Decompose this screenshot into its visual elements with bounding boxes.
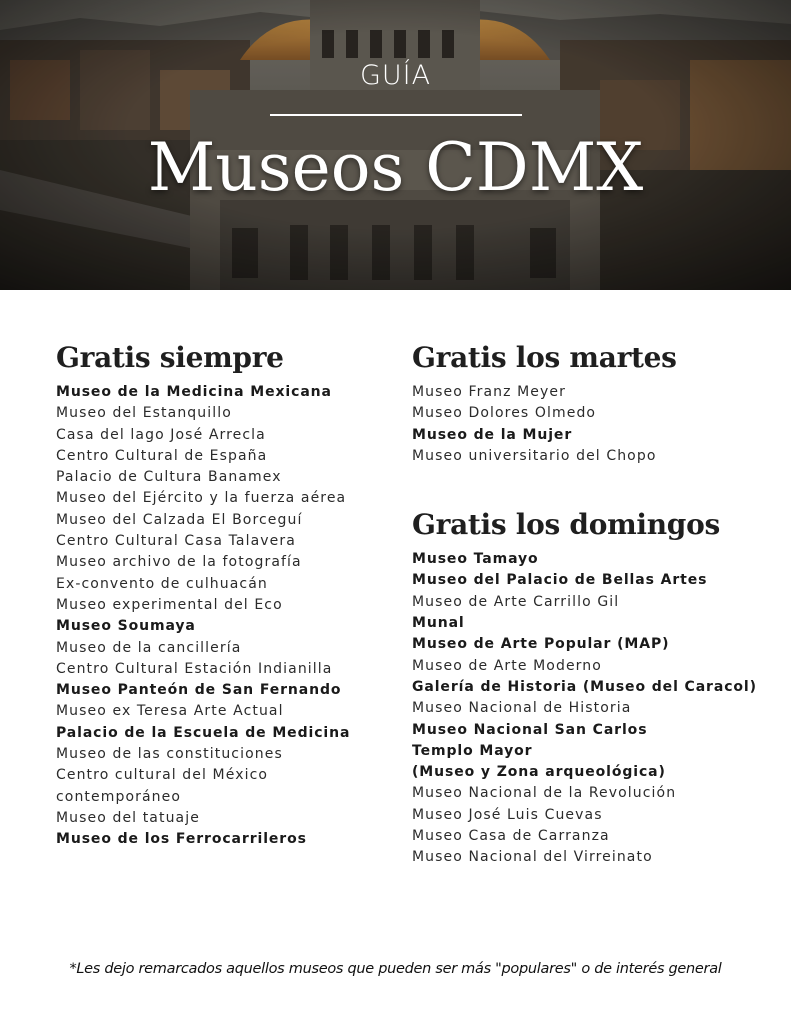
museum-item: Museo del Ejército y la fuerza aérea — [56, 490, 347, 507]
museum-item: Museo Franz Meyer — [412, 384, 566, 400]
column-left — [56, 340, 386, 851]
section-gratis-domingos — [412, 507, 772, 868]
museum-item: Museo universitario del Chopo — [412, 447, 657, 464]
museum-list — [56, 382, 386, 851]
museum-item: Casa del lago José Arrecla — [56, 426, 266, 443]
museum-item: Centro cultural del México — [56, 767, 269, 784]
title-divider — [270, 114, 522, 116]
museum-item: Museo de la Mujer — [412, 426, 573, 443]
museum-item: Museo del tatuaje — [56, 809, 200, 826]
museum-item: Museo de la Medicina Mexicana — [56, 384, 332, 400]
museum-item: Museo de Arte Moderno — [412, 657, 602, 674]
museum-item: contemporáneo — [56, 788, 182, 805]
museum-item: Palacio de Cultura Banamex — [56, 469, 282, 486]
museum-item: Centro Cultural de España — [56, 447, 268, 464]
museum-item: Munal — [412, 615, 465, 632]
museum-item: Museo Panteón de San Fernando — [56, 682, 342, 699]
museum-item: Centro Cultural Casa Talavera — [56, 533, 296, 550]
museum-item: Ex-convento de culhuacán — [56, 575, 268, 592]
museum-item: Museo Nacional de Historia — [412, 700, 632, 717]
section-heading: Gratis los domingos — [412, 508, 720, 542]
museum-list — [412, 549, 772, 868]
section-heading: Gratis los martes — [412, 341, 677, 374]
museum-item: Templo Mayor — [412, 742, 533, 759]
museum-item: Museo de las constituciones — [56, 746, 283, 763]
museum-item: Museo Tamayo — [412, 551, 539, 568]
museum-item: Museo ex Teresa Arte Actual — [56, 703, 284, 720]
museum-item: Palacio de la Escuela de Medicina — [56, 724, 351, 741]
footnote: *Les dejo remarcados aquellos museos que pueden ser más "populares" o de interés general — [69, 961, 722, 977]
hero-banner — [0, 0, 791, 290]
museum-item: Museo del Calzada El Borceguí — [56, 511, 303, 528]
museum-item: Museo de la cancillería — [56, 639, 242, 656]
museum-item: Museo del Estanquillo — [56, 405, 232, 422]
museum-item: Museo experimental del Eco — [56, 596, 283, 613]
museum-item: Museo Nacional San Carlos — [412, 721, 648, 738]
section-gratis-martes — [412, 340, 772, 467]
museum-item: Museo Soumaya — [56, 618, 196, 635]
museum-list — [412, 382, 772, 467]
museum-item: Museo de Arte Carrillo Gil — [412, 593, 620, 610]
museum-item: Museo José Luis Cuevas — [412, 806, 603, 823]
museum-item: Museo Casa de Carranza — [412, 828, 610, 845]
section-gratis-siempre — [56, 340, 386, 851]
museum-item: Museo archivo de la fotografía — [56, 554, 302, 571]
guide-kicker: GUÍA — [359, 60, 432, 91]
museum-item: Museo Nacional de la Revolución — [412, 785, 677, 802]
museum-item: (Museo y Zona arqueológica) — [412, 764, 666, 781]
column-right — [412, 340, 772, 869]
museum-item: Museo Nacional del Virreinato — [412, 849, 653, 866]
museum-item: Centro Cultural Estación Indianilla — [56, 660, 333, 677]
museum-item: Museo Dolores Olmedo — [412, 405, 597, 422]
museum-item: Museo del Palacio de Bellas Artes — [412, 572, 708, 589]
museum-item: Galería de Historia (Museo del Caracol) — [412, 678, 757, 695]
museum-item: Museo de los Ferrocarrileros — [56, 831, 307, 848]
section-heading: Gratis siempre — [56, 341, 284, 374]
museum-item: Museo de Arte Popular (MAP) — [412, 636, 670, 653]
page-title: Museos CDMX — [147, 129, 644, 206]
